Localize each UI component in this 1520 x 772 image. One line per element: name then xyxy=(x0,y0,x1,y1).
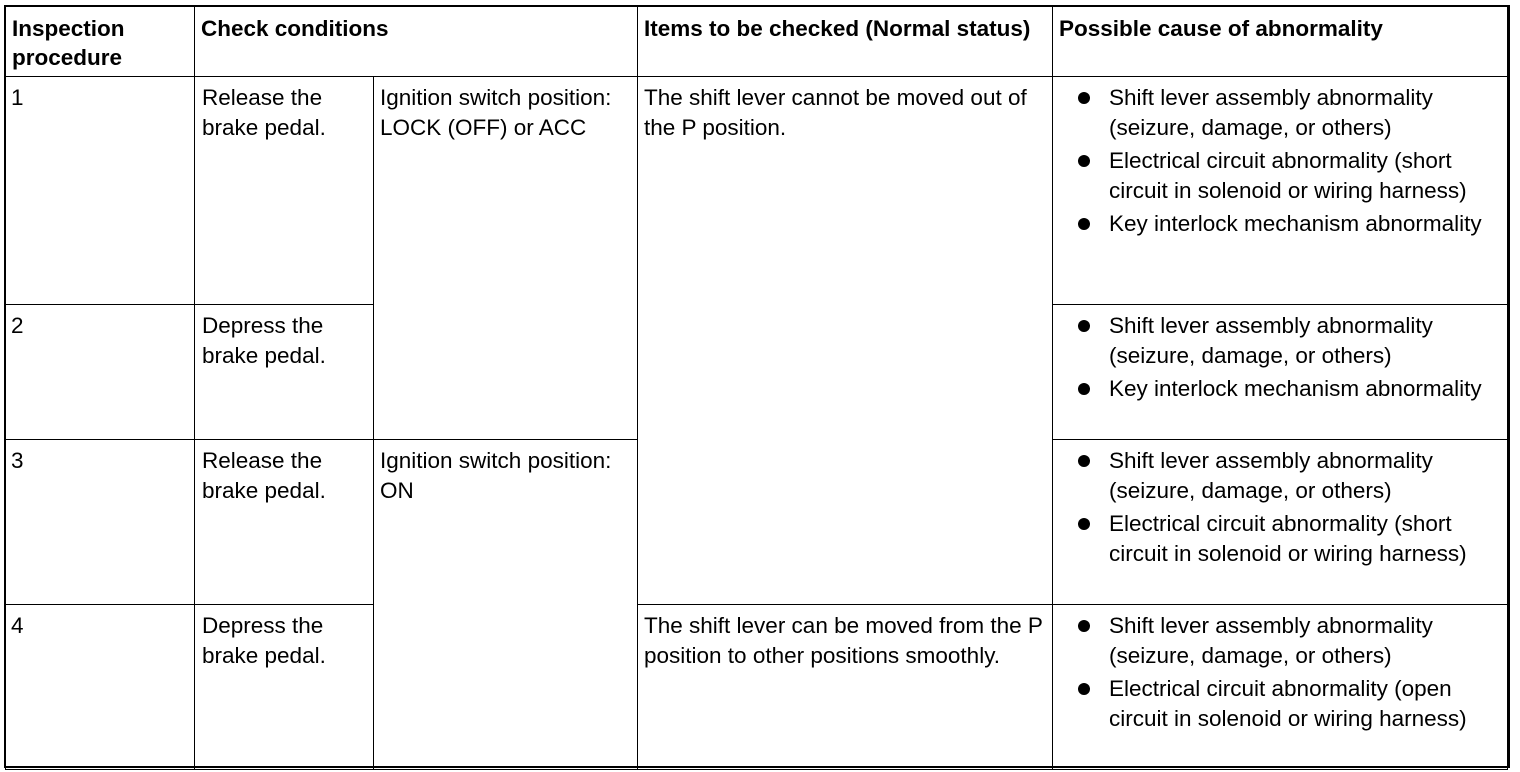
brake-condition: Depress the brake pedal. xyxy=(195,605,374,770)
brake-condition: Release the brake pedal. xyxy=(195,440,374,605)
procedure-number: 2 xyxy=(6,305,195,440)
table-row xyxy=(6,605,1508,770)
brake-condition: Release the brake pedal. xyxy=(195,77,374,305)
bullet-icon xyxy=(1078,518,1090,530)
item-checked-cannot-move: The shift lever cannot be moved out of the P position. xyxy=(638,77,1053,605)
procedure-number: 1 xyxy=(6,77,195,305)
cause-item xyxy=(1075,146,1503,206)
cause-item xyxy=(1075,446,1503,506)
cause-text: Shift lever assembly abnormality (seizure, damage, or others) xyxy=(1109,448,1433,503)
brake-condition: Depress the brake pedal. xyxy=(195,305,374,440)
cause-text: Electrical circuit abnormality (short circuit in solenoid or wiring harness) xyxy=(1109,511,1467,566)
bullet-icon xyxy=(1078,683,1090,695)
cause-item xyxy=(1075,611,1503,671)
cause-text: Electrical circuit abnormality (open circuit in solenoid or wiring harness) xyxy=(1109,676,1467,731)
cause-text: Key interlock mechanism abnormality xyxy=(1109,211,1482,236)
item-checked-can-move: The shift lever can be moved from the P position to other positions smoothly. xyxy=(638,605,1053,770)
cause-text: Shift lever assembly abnormality (seizure, damage, or others) xyxy=(1109,313,1433,368)
cause-list xyxy=(1075,446,1503,569)
cause-item xyxy=(1075,209,1503,239)
bullet-icon xyxy=(1078,620,1090,632)
cause-cell xyxy=(1053,440,1508,605)
ignition-condition-on: Ignition switch position: ON xyxy=(374,440,638,770)
cause-item xyxy=(1075,674,1503,734)
header-row xyxy=(6,7,1508,77)
header-procedure: Inspection procedure xyxy=(6,7,195,77)
bullet-icon xyxy=(1078,320,1090,332)
bullet-icon xyxy=(1078,218,1090,230)
cause-text: Key interlock mechanism abnormality xyxy=(1109,376,1482,401)
bullet-icon xyxy=(1078,383,1090,395)
cause-item xyxy=(1075,311,1503,371)
cause-cell xyxy=(1053,305,1508,440)
bullet-icon xyxy=(1078,455,1090,467)
cause-cell xyxy=(1053,77,1508,305)
header-check-conditions: Check conditions xyxy=(195,7,638,77)
cause-list xyxy=(1075,611,1503,734)
header-items-checked: Items to be checked (Normal status) xyxy=(638,7,1053,77)
cause-list xyxy=(1075,311,1503,404)
procedure-number: 4 xyxy=(6,605,195,770)
procedure-number: 3 xyxy=(6,440,195,605)
bullet-icon xyxy=(1078,155,1090,167)
header-possible-cause: Possible cause of abnormality xyxy=(1053,7,1508,77)
ignition-condition-lock-acc: Ignition switch position: LOCK (OFF) or ACC xyxy=(374,77,638,440)
cause-text: Shift lever assembly abnormality (seizure, damage, or others) xyxy=(1109,85,1433,140)
bullet-icon xyxy=(1078,92,1090,104)
cause-item xyxy=(1075,509,1503,569)
table-row xyxy=(6,77,1508,305)
cause-list xyxy=(1075,83,1503,239)
cause-text: Electrical circuit abnormality (short circuit in solenoid or wiring harness) xyxy=(1109,148,1467,203)
inspection-table xyxy=(5,6,1508,770)
cause-item xyxy=(1075,83,1503,143)
cause-cell xyxy=(1053,605,1508,770)
cause-text: Shift lever assembly abnormality (seizure, damage, or others) xyxy=(1109,613,1433,668)
cause-item xyxy=(1075,374,1503,404)
